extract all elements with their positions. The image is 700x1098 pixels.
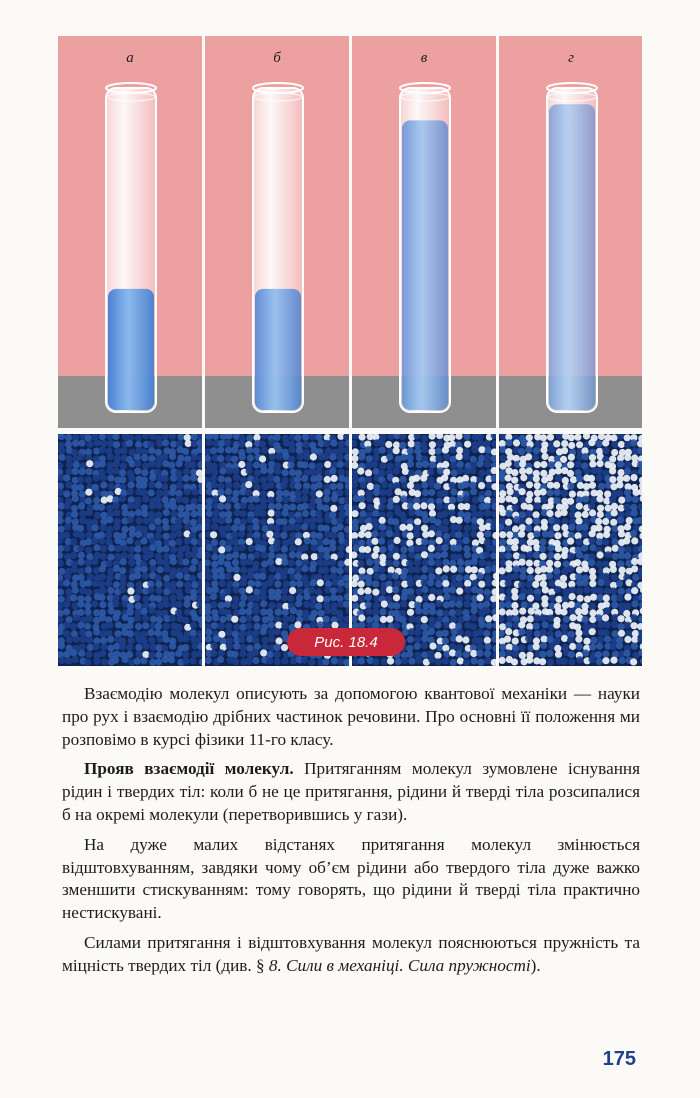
figure-panel-4 bbox=[497, 36, 642, 666]
panel-label: а bbox=[126, 50, 134, 66]
panel-label: г bbox=[568, 50, 574, 66]
section-heading: Прояв взаємодії молекул. bbox=[84, 759, 294, 779]
figure-18-4 bbox=[58, 36, 642, 666]
body-text bbox=[62, 683, 640, 985]
molecule-field bbox=[497, 432, 642, 666]
figure-panel-1 bbox=[58, 36, 206, 666]
liquid-column bbox=[108, 289, 154, 410]
molecule-field bbox=[58, 432, 206, 666]
liquid-column bbox=[255, 289, 301, 410]
liquid-column bbox=[402, 120, 448, 410]
test-tube bbox=[106, 83, 156, 412]
paragraph-2: Прояв взаємодії молекул. Притяганням молекул зумовлене існування рідин і твердих тіл: коли б не це притягання, рідини й тверді тіла розсипалися б на окремі молекули (перетворившись у гази). bbox=[62, 759, 640, 824]
panel-label: б bbox=[273, 50, 281, 66]
test-tube bbox=[400, 83, 450, 412]
page-number: 175 bbox=[602, 1048, 636, 1070]
figure-panel-3 bbox=[350, 36, 500, 666]
liquid-column bbox=[549, 104, 595, 410]
panel-label: в bbox=[420, 50, 428, 66]
figure-panel-2 bbox=[203, 36, 353, 666]
figure-svg bbox=[58, 36, 642, 666]
figure-caption: Рис. 18.4 bbox=[314, 634, 378, 651]
test-tube bbox=[253, 83, 303, 412]
paragraph-3: На дуже малих відстанях притягання молекул змінюється відштовхуванням, завдяки чому об’єм рідини або твердого тіла дуже важко зменшити стискуванням: тому говорять, що рідини й тверді тіла практично нестискувані. bbox=[62, 834, 640, 923]
reference-link-text: 8. Сили в механіці. Сила пружності bbox=[268, 955, 531, 975]
paragraph-1: Взаємодію молекул описують за допомогою квантової механіки — науки про рух і взаємодію дрібних частинок речовини. Про основні її положення ми розповімо в курсі фізики 11-го класу. bbox=[62, 684, 640, 749]
figure-caption-badge bbox=[287, 628, 405, 656]
test-tube bbox=[547, 83, 597, 412]
paragraph-4: Силами притягання і відштовхування молекул пояснюються пружність та міцність твердих тіл (див. § 8. Сили в механіці. Сила пружності). bbox=[62, 932, 640, 975]
